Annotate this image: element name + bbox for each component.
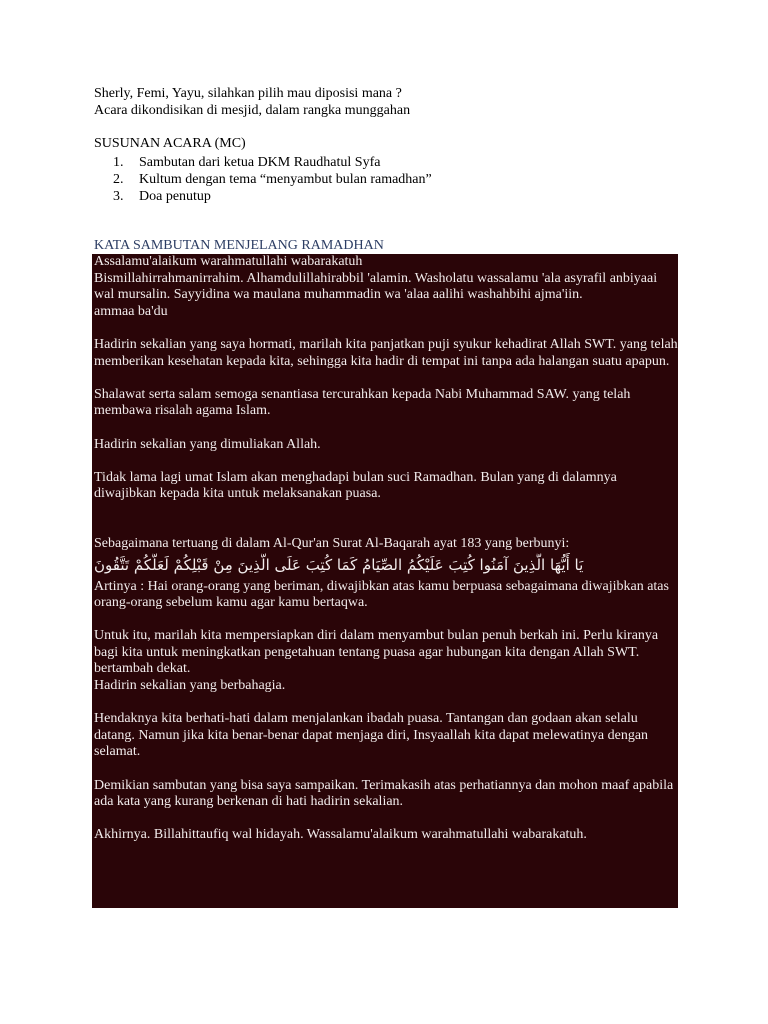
speech-paragraph: Demikian sambutan yang bisa saya sampaikan. Terimakasih atas perhatiannya dan mohon maaf apabila ada kata yang kurang berkenan di hati hadirin sekalian.: [94, 777, 674, 810]
speech-paragraph: Hadirin sekalian yang saya hormati, marilah kita panjatkan puji syukur kehadirat Allah SWT. yang telah memberikan kesehatan kepada kita, sehingga kita hadir di tempat ini tanpa ada halangan suatu apapun.: [94, 336, 678, 369]
intro-line-2: Acara dikondisikan di mesjid, dalam rangka munggahan: [94, 103, 411, 118]
speech-translation: [94, 579, 678, 612]
speech-paragraph: Sebagaimana tertuang di dalam Al-Qur'an Surat Al-Baqarah ayat 183 yang berbunyi:: [94, 535, 570, 551]
agenda-item-text: Doa penutup: [139, 189, 211, 204]
agenda-item-text: Sambutan dari ketua DKM Raudhatul Syfa: [139, 155, 381, 170]
agenda-item-number: 3.: [113, 189, 124, 204]
translation-text: Hai orang-orang yang beriman, diwajibkan atas kamu berpuasa sebagaimana diwajibkan atas orang-orang sebelum kamu agar kamu bertaqwa.: [94, 578, 669, 611]
speech-paragraph: Untuk itu, marilah kita mempersiapkan diri dalam menyambut bulan penuh berkah ini. Perlu kiranya bagi kita untuk meningkatkan pengetahuan tentang puasa agar hubungan kita dengan Allah SWT. bertambah dekat.: [94, 628, 659, 677]
agenda-item-number: 1.: [113, 155, 124, 170]
speech-paragraph: Hendaknya kita berhati-hati dalam menjalankan ibadah puasa. Tantangan dan godaan akan selalu datang. Namun jika kita benar-benar dapat menjaga diri, Insyaallah kita dapat melewatinya dengan selamat.: [94, 711, 649, 760]
speech-heading: KATA SAMBUTAN MENJELANG RAMADHAN: [94, 238, 384, 253]
translation-label: Artinya :: [94, 578, 145, 594]
agenda-item-number: 2.: [113, 172, 124, 187]
agenda-item-text: Kultum dengan tema “menyambut bulan ramadhan”: [139, 172, 432, 187]
speech-opening: Bismillahirrahmanirrahim. Alhamdulillahirabbil 'alamin. Washolatu wassalamu 'ala asyrafil anbiyaai wal mursalin. Sayyidina wa maulana muhammadin wa 'alaa aalihi washahbihi ajma'iin.: [94, 270, 658, 303]
speech-paragraph: Hadirin sekalian yang dimuliakan Allah.: [94, 436, 321, 452]
agenda-title: SUSUNAN ACARA (MC): [94, 136, 246, 151]
speech-closing: Akhirnya. Billahittaufiq wal hidayah. Wassalamu'alaikum warahmatullahi wabarakatuh.: [94, 827, 587, 843]
quran-verse: يَا أَيُّهَا الَّذِينَ آمَنُوا كُتِبَ عَلَيْكُمُ الصِّيَامُ كَمَا كُتِبَ عَلَى الَّذِينَ مِنْ قَبْلِكُمْ لَعَلَّكُمْ تَتَّقُونَ: [94, 555, 584, 574]
speech-paragraph: Shalawat serta salam semoga senantiasa tercurahkan kepada Nabi Muhammad SAW. yang telah membawa risalah agama Islam.: [94, 386, 631, 419]
speech-ammaa: ammaa ba'du: [94, 303, 168, 319]
speech-paragraph: Tidak lama lagi umat Islam akan menghadapi bulan suci Ramadhan. Bulan yang di dalamnya diwajibkan kepada kita untuk melaksanakan puasa.: [94, 469, 617, 502]
speech-greeting: Assalamu'alaikum warahmatullahi wabarakatuh: [94, 254, 363, 269]
speech-paragraph: Hadirin sekalian yang berbahagia.: [94, 678, 286, 694]
intro-line-1: Sherly, Femi, Yayu, silahkan pilih mau diposisi mana ?: [94, 86, 402, 101]
speech-body: [94, 254, 678, 844]
